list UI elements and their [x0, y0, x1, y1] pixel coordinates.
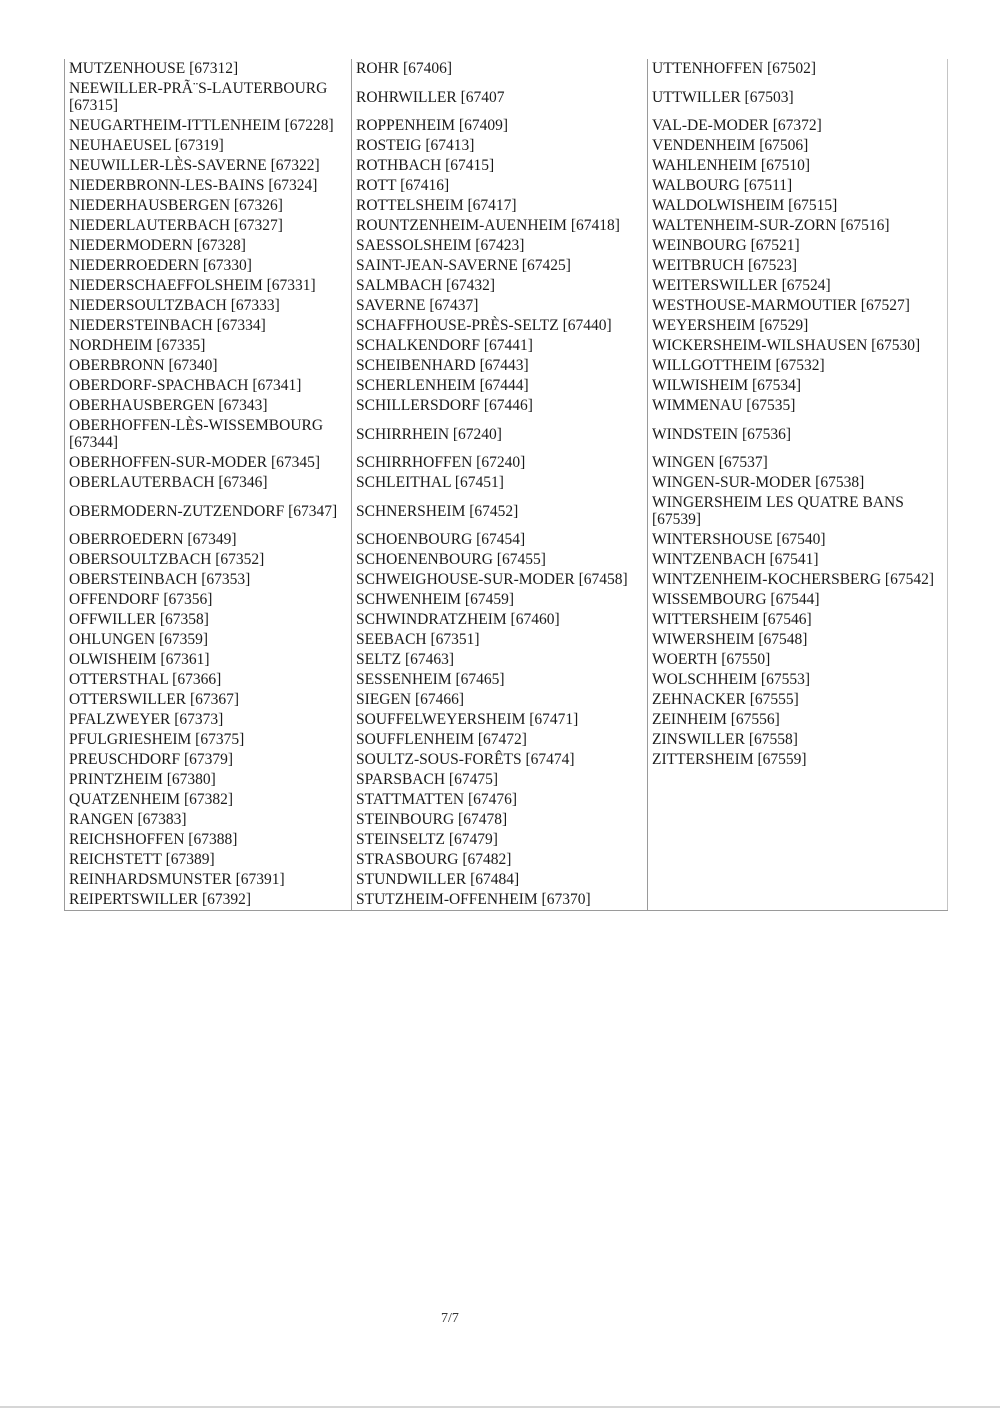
commune-cell: OBERSOULTZBACH [67352]	[65, 550, 352, 570]
commune-cell: SCHLEITHAL [67451]	[352, 473, 648, 493]
commune-cell: WAHLENHEIM [67510]	[648, 156, 948, 176]
commune-cell: WICKERSHEIM-WILSHAUSEN [67530]	[648, 336, 948, 356]
commune-cell: NIEDERLAUTERBACH [67327]	[65, 216, 352, 236]
table-row	[65, 473, 948, 493]
commune-cell: ZEHNACKER [67555]	[648, 690, 948, 710]
commune-cell: OBERSTEINBACH [67353]	[65, 570, 352, 590]
commune-cell: STUTZHEIM-OFFENHEIM [67370]	[352, 890, 648, 911]
commune-cell: WOLSCHHEIM [67553]	[648, 670, 948, 690]
commune-cell: OHLUNGEN [67359]	[65, 630, 352, 650]
commune-cell: NIEDERROEDERN [67330]	[65, 256, 352, 276]
commune-cell: SCHAFFHOUSE-PRÈS-SELTZ [67440]	[352, 316, 648, 336]
commune-cell: ROPPENHEIM [67409]	[352, 116, 648, 136]
commune-cell: STUNDWILLER [67484]	[352, 870, 648, 890]
commune-cell: SEEBACH [67351]	[352, 630, 648, 650]
commune-cell: OBERHAUSBERGEN [67343]	[65, 396, 352, 416]
commune-cell: WOERTH [67550]	[648, 650, 948, 670]
commune-cell: SCHERLENHEIM [67444]	[352, 376, 648, 396]
table-row	[65, 850, 948, 870]
table-row	[65, 493, 948, 530]
commune-cell	[648, 810, 948, 830]
commune-cell: RANGEN [67383]	[65, 810, 352, 830]
commune-cell: WITTERSHEIM [67546]	[648, 610, 948, 630]
commune-cell	[648, 870, 948, 890]
table-row	[65, 670, 948, 690]
commune-cell: SELTZ [67463]	[352, 650, 648, 670]
commune-cell: ROTTELSHEIM [67417]	[352, 196, 648, 216]
commune-cell: WEITBRUCH [67523]	[648, 256, 948, 276]
commune-cell: NIEDERSCHAEFFOLSHEIM [67331]	[65, 276, 352, 296]
commune-cell: WINTZENHEIM-KOCHERSBERG [67542]	[648, 570, 948, 590]
table-row	[65, 690, 948, 710]
table-row	[65, 276, 948, 296]
commune-cell: SAVERNE [67437]	[352, 296, 648, 316]
commune-cell	[648, 850, 948, 870]
table-row	[65, 630, 948, 650]
commune-cell: SAINT-JEAN-SAVERNE [67425]	[352, 256, 648, 276]
table-row	[65, 870, 948, 890]
table-row	[65, 156, 948, 176]
commune-cell: NIEDERBRONN-LES-BAINS [67324]	[65, 176, 352, 196]
commune-cell: PFALZWEYER [67373]	[65, 710, 352, 730]
commune-cell: SCHNERSHEIM [67452]	[352, 493, 648, 530]
table-row	[65, 730, 948, 750]
commune-cell: SAESSOLSHEIM [67423]	[352, 236, 648, 256]
commune-cell: ROHR [67406]	[352, 59, 648, 79]
commune-cell: SIEGEN [67466]	[352, 690, 648, 710]
commune-cell: WILLGOTTHEIM [67532]	[648, 356, 948, 376]
commune-cell: SCHWEIGHOUSE-SUR-MODER [67458]	[352, 570, 648, 590]
commune-cell: SOUFFLENHEIM [67472]	[352, 730, 648, 750]
commune-cell: ROTT [67416]	[352, 176, 648, 196]
commune-cell: PREUSCHDORF [67379]	[65, 750, 352, 770]
commune-cell	[648, 790, 948, 810]
commune-cell: OFFWILLER [67358]	[65, 610, 352, 630]
commune-cell: OTTERSTHAL [67366]	[65, 670, 352, 690]
commune-cell: ROHRWILLER [67407	[352, 79, 648, 116]
table-row	[65, 750, 948, 770]
commune-cell: SCHWENHEIM [67459]	[352, 590, 648, 610]
scan-edge-line	[0, 1406, 1000, 1408]
table-row	[65, 59, 948, 79]
commune-cell: OBERDORF-SPACHBACH [67341]	[65, 376, 352, 396]
commune-cell: NIEDERHAUSBERGEN [67326]	[65, 196, 352, 216]
table-row	[65, 216, 948, 236]
commune-cell: WINGEN-SUR-MODER [67538]	[648, 473, 948, 493]
table-row	[65, 176, 948, 196]
commune-cell: REINHARDSMUNSTER [67391]	[65, 870, 352, 890]
table-row	[65, 710, 948, 730]
commune-cell: SCHIRRHOFFEN [67240]	[352, 453, 648, 473]
commune-cell: VENDENHEIM [67506]	[648, 136, 948, 156]
commune-cell: WIMMENAU [67535]	[648, 396, 948, 416]
commune-cell: PRINTZHEIM [67380]	[65, 770, 352, 790]
commune-cell	[648, 890, 948, 911]
table-row	[65, 376, 948, 396]
commune-cell: REIPERTSWILLER [67392]	[65, 890, 352, 911]
commune-cell: NIEDERMODERN [67328]	[65, 236, 352, 256]
commune-cell: NORDHEIM [67335]	[65, 336, 352, 356]
commune-cell: SESSENHEIM [67465]	[352, 670, 648, 690]
commune-cell: UTTWILLER [67503]	[648, 79, 948, 116]
commune-cell: OFFENDORF [67356]	[65, 590, 352, 610]
commune-cell: SOULTZ-SOUS-FORÊTS [67474]	[352, 750, 648, 770]
table-row	[65, 890, 948, 911]
commune-cell: WINTERSHOUSE [67540]	[648, 530, 948, 550]
table-row	[65, 770, 948, 790]
table-row	[65, 296, 948, 316]
commune-cell: WEYERSHEIM [67529]	[648, 316, 948, 336]
commune-cell: REICHSHOFFEN [67388]	[65, 830, 352, 850]
commune-cell: SCHWINDRATZHEIM [67460]	[352, 610, 648, 630]
commune-cell: SOUFFELWEYERSHEIM [67471]	[352, 710, 648, 730]
table-row	[65, 570, 948, 590]
commune-cell: OBERHOFFEN-SUR-MODER [67345]	[65, 453, 352, 473]
commune-cell: OBERLAUTERBACH [67346]	[65, 473, 352, 493]
commune-cell: SCHIRRHEIN [67240]	[352, 416, 648, 453]
commune-cell: STRASBOURG [67482]	[352, 850, 648, 870]
table-row	[65, 830, 948, 850]
commune-cell: STATTMATTEN [67476]	[352, 790, 648, 810]
commune-cell: WESTHOUSE-MARMOUTIER [67527]	[648, 296, 948, 316]
commune-cell: SCHOENBOURG [67454]	[352, 530, 648, 550]
commune-cell: WALBOURG [67511]	[648, 176, 948, 196]
commune-cell: VAL-DE-MODER [67372]	[648, 116, 948, 136]
commune-cell: ROSTEIG [67413]	[352, 136, 648, 156]
commune-cell: OBERHOFFEN-LÈS-WISSEMBOURG [67344]	[65, 416, 352, 453]
commune-cell: NIEDERSTEINBACH [67334]	[65, 316, 352, 336]
commune-cell: NEEWILLER-PRÃ¨S-LAUTERBOURG [67315]	[65, 79, 352, 116]
commune-cell: ZITTERSHEIM [67559]	[648, 750, 948, 770]
table-row	[65, 196, 948, 216]
commune-cell: STEINBOURG [67478]	[352, 810, 648, 830]
commune-cell: ROTHBACH [67415]	[352, 156, 648, 176]
page-number: 7/7	[441, 1311, 459, 1326]
commune-cell: ROUNTZENHEIM-AUENHEIM [67418]	[352, 216, 648, 236]
table-row	[65, 136, 948, 156]
commune-cell: SPARSBACH [67475]	[352, 770, 648, 790]
table-row	[65, 256, 948, 276]
commune-cell: WINGERSHEIM LES QUATRE BANS [67539]	[648, 493, 948, 530]
commune-cell: WALDOLWISHEIM [67515]	[648, 196, 948, 216]
table-row	[65, 336, 948, 356]
commune-cell: OTTERSWILLER [67367]	[65, 690, 352, 710]
commune-cell: OBERMODERN-ZUTZENDORF [67347]	[65, 493, 352, 530]
commune-cell: NEUGARTHEIM-ITTLENHEIM [67228]	[65, 116, 352, 136]
commune-cell: OBERBRONN [67340]	[65, 356, 352, 376]
commune-cell: OLWISHEIM [67361]	[65, 650, 352, 670]
commune-cell: NEUWILLER-LÈS-SAVERNE [67322]	[65, 156, 352, 176]
commune-cell: NIEDERSOULTZBACH [67333]	[65, 296, 352, 316]
commune-cell: SCHOENENBOURG [67455]	[352, 550, 648, 570]
commune-cell: ZINSWILLER [67558]	[648, 730, 948, 750]
commune-cell: WALTENHEIM-SUR-ZORN [67516]	[648, 216, 948, 236]
commune-list-table	[64, 59, 948, 911]
commune-cell: WINDSTEIN [67536]	[648, 416, 948, 453]
commune-cell: UTTENHOFFEN [67502]	[648, 59, 948, 79]
commune-cell: MUTZENHOUSE [67312]	[65, 59, 352, 79]
table-row	[65, 550, 948, 570]
table-row	[65, 810, 948, 830]
commune-cell: SALMBACH [67432]	[352, 276, 648, 296]
commune-cell: SCHILLERSDORF [67446]	[352, 396, 648, 416]
commune-list-body	[65, 59, 948, 911]
commune-cell: ZEINHEIM [67556]	[648, 710, 948, 730]
commune-cell: WEITERSWILLER [67524]	[648, 276, 948, 296]
commune-cell: WINGEN [67537]	[648, 453, 948, 473]
table-row	[65, 396, 948, 416]
table-row	[65, 116, 948, 136]
table-row	[65, 453, 948, 473]
commune-cell: SCHALKENDORF [67441]	[352, 336, 648, 356]
commune-cell: WINTZENBACH [67541]	[648, 550, 948, 570]
table-row	[65, 79, 948, 116]
table-row	[65, 790, 948, 810]
commune-cell	[648, 830, 948, 850]
commune-cell: WISSEMBOURG [67544]	[648, 590, 948, 610]
table-row	[65, 356, 948, 376]
commune-cell: PFULGRIESHEIM [67375]	[65, 730, 352, 750]
table-row	[65, 650, 948, 670]
commune-cell: OBERROEDERN [67349]	[65, 530, 352, 550]
commune-cell: NEUHAEUSEL [67319]	[65, 136, 352, 156]
table-row	[65, 610, 948, 630]
commune-cell: QUATZENHEIM [67382]	[65, 790, 352, 810]
commune-cell: WEINBOURG [67521]	[648, 236, 948, 256]
commune-cell: WILWISHEIM [67534]	[648, 376, 948, 396]
table-row	[65, 590, 948, 610]
table-row	[65, 530, 948, 550]
commune-cell: WIWERSHEIM [67548]	[648, 630, 948, 650]
commune-cell: STEINSELTZ [67479]	[352, 830, 648, 850]
table-row	[65, 236, 948, 256]
commune-cell: REICHSTETT [67389]	[65, 850, 352, 870]
commune-cell: SCHEIBENHARD [67443]	[352, 356, 648, 376]
table-row	[65, 316, 948, 336]
table-row	[65, 416, 948, 453]
commune-cell	[648, 770, 948, 790]
